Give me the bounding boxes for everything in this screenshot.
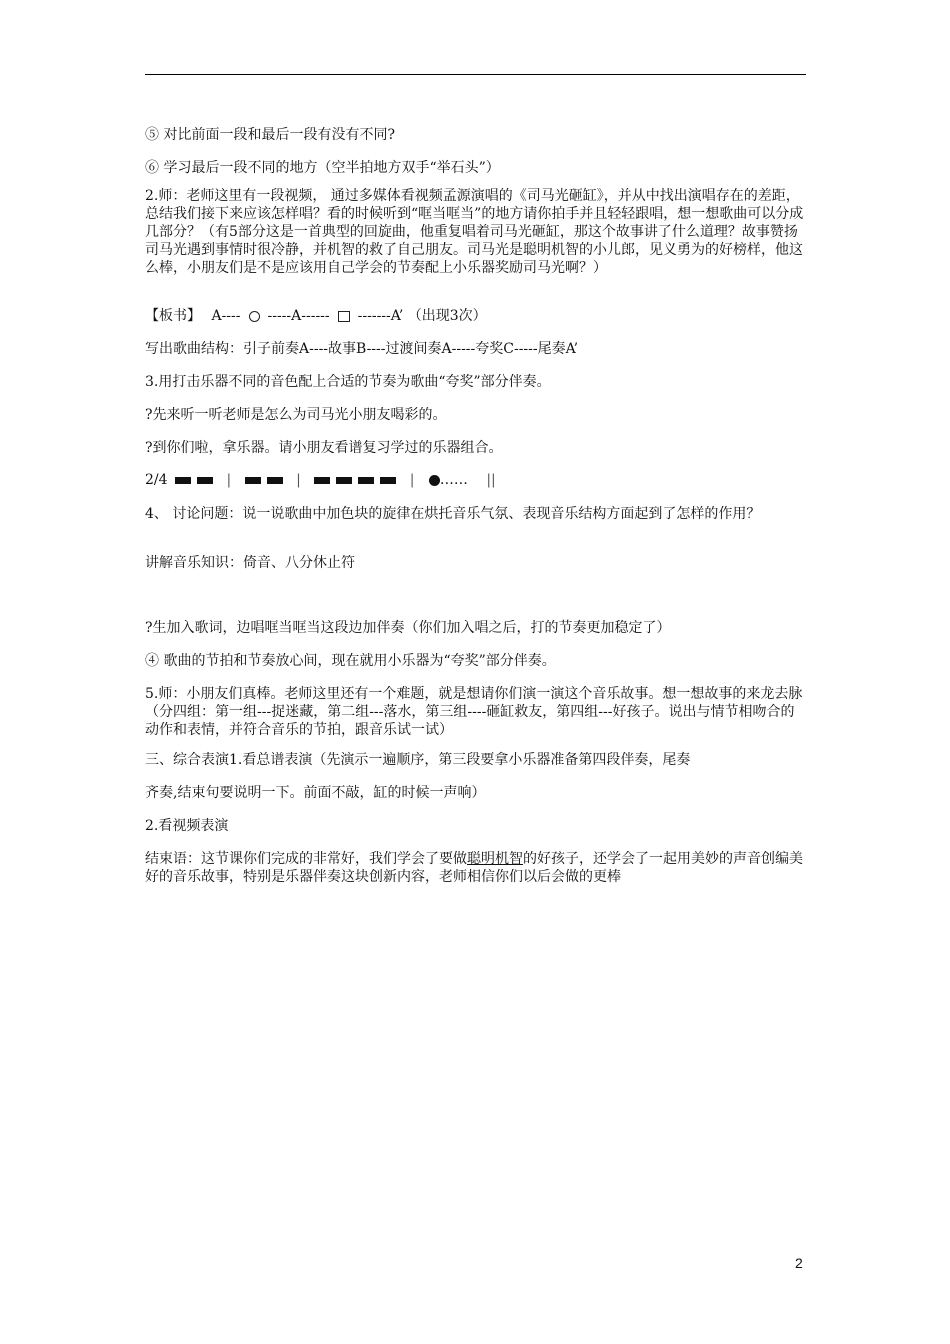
note-bar [175, 477, 191, 484]
page-number: 2 [795, 1255, 803, 1271]
board-writing [145, 307, 806, 325]
double-barline: || [486, 472, 496, 488]
paragraph-4-discussion: 4、 讨论问题：说一说歌曲中加色块的旋律在烘托音乐气氛、表现音乐结构方面起到了怎样的作用？ [145, 506, 761, 522]
barline: | [409, 472, 415, 488]
paragraph-2-teacher-video: 2.师：老师这里有一段视频， 通过多媒体看视频孟源演唱的《司马光砸缸》，并从中找出演唱存在的差距，总结我们接下来应该怎样唱？看的时候听到“哐当哐当”的地方请你拍手并且轻轻跟唱，想一想歌曲可以分成几部分？（有5部分这是一首典型的回旋曲，他重复唱着司马光砸缸，那这个故事讲了什么道理？故事赞扬司马光遇到事情时很冷静，并机智的救了自己朋友。司马光是聪明机智的小儿郎，见义勇为的好榜样，他这么棒，小朋友们是不是应该用自己学会的节奏配上小乐器奖励司马光啊？） [145, 188, 804, 276]
whole-note-dot [429, 475, 440, 486]
board-writing-end: -------A’ （出现3次） [357, 308, 487, 324]
music-knowledge: 讲解音乐知识：倚音、八分休止符 [145, 555, 355, 571]
board-writing-mid: -----A------ [267, 308, 330, 324]
time-signature: 2/4 [145, 472, 168, 488]
closing-part-2: 的好孩子，还学会了一起用美妙的声音创编美好的音乐故事，特别是乐器伴奏这块创新内容，老师相信你们以后会做的更棒 [145, 851, 803, 885]
closing-remarks [145, 850, 806, 886]
note-bar [267, 477, 283, 484]
paragraph-5-performance: 5.师：小朋友们真棒。老师这里还有一个难题，就是想请你们演一演这个音乐故事。想一想故事的来龙去脉（分四组：第一组---捉迷藏，第二组---落水，第三组----砸缸救友，第四组---好孩子。说出与情节相吻合的动作和表情，并符合音乐的节拍，跟音乐试一试） [145, 686, 803, 738]
instruments-line: ?到你们啦，拿乐器。请小朋友看谱复习学过的乐器组合。 [145, 440, 503, 456]
item-6: ⑥ 学习最后一段不同的地方（空半拍地方双手“举石头”） [145, 160, 500, 176]
section-3-continued: 齐奏,结束句要说明一下。前面不敲，缸的时候一声响） [145, 785, 486, 801]
song-structure: 写出歌曲结构：引子前奏A----故事B----过渡间奏A-----夸奖C-----尾奏A’ [145, 341, 579, 357]
listen-line: ?先来听一听老师是怎么为司马光小朋友喝彩的。 [145, 407, 447, 423]
section-3-comprehensive: 三、综合表演1.看总谱表演（先演示一遍顺序，第三段要拿小乐器准备第四段伴奏，尾奏 [145, 752, 691, 768]
closing-underlined: 聪明机智 [467, 851, 523, 867]
note-bar [245, 477, 261, 484]
square-symbol [338, 311, 350, 322]
barline: | [296, 472, 301, 488]
note-bar [380, 477, 396, 484]
note-bar [314, 477, 330, 484]
circle-symbol [249, 311, 260, 322]
dots-text: …… [439, 472, 468, 488]
rhythm-notation [145, 471, 806, 489]
board-writing-a: A---- [211, 308, 241, 324]
barline: | [226, 472, 232, 488]
note-bar [358, 477, 374, 484]
note-bar [336, 477, 352, 484]
closing-part-1: 结束语：这节课你们完成的非常好，我们学会了要做 [145, 851, 467, 867]
board-writing-label: 【板书】 [145, 308, 201, 324]
note-bar [197, 477, 213, 484]
paragraph-3: 3.用打击乐器不同的音色配上合适的节奏为歌曲“夸奖”部分伴奏。 [145, 374, 551, 390]
header-rule [145, 74, 806, 75]
item-4-accompany: ④ 歌曲的节拍和节奏放心间，现在就用小乐器为“夸奖”部分伴奏。 [145, 653, 556, 669]
student-lyrics: ?生加入歌词，边唱哐当哐当这段边加伴奏（你们加入唱之后，打的节奏更加稳定了） [145, 620, 671, 636]
item-5: ⑤ 对比前面一段和最后一段有没有不同? [145, 127, 395, 143]
video-performance: 2.看视频表演 [145, 818, 229, 834]
